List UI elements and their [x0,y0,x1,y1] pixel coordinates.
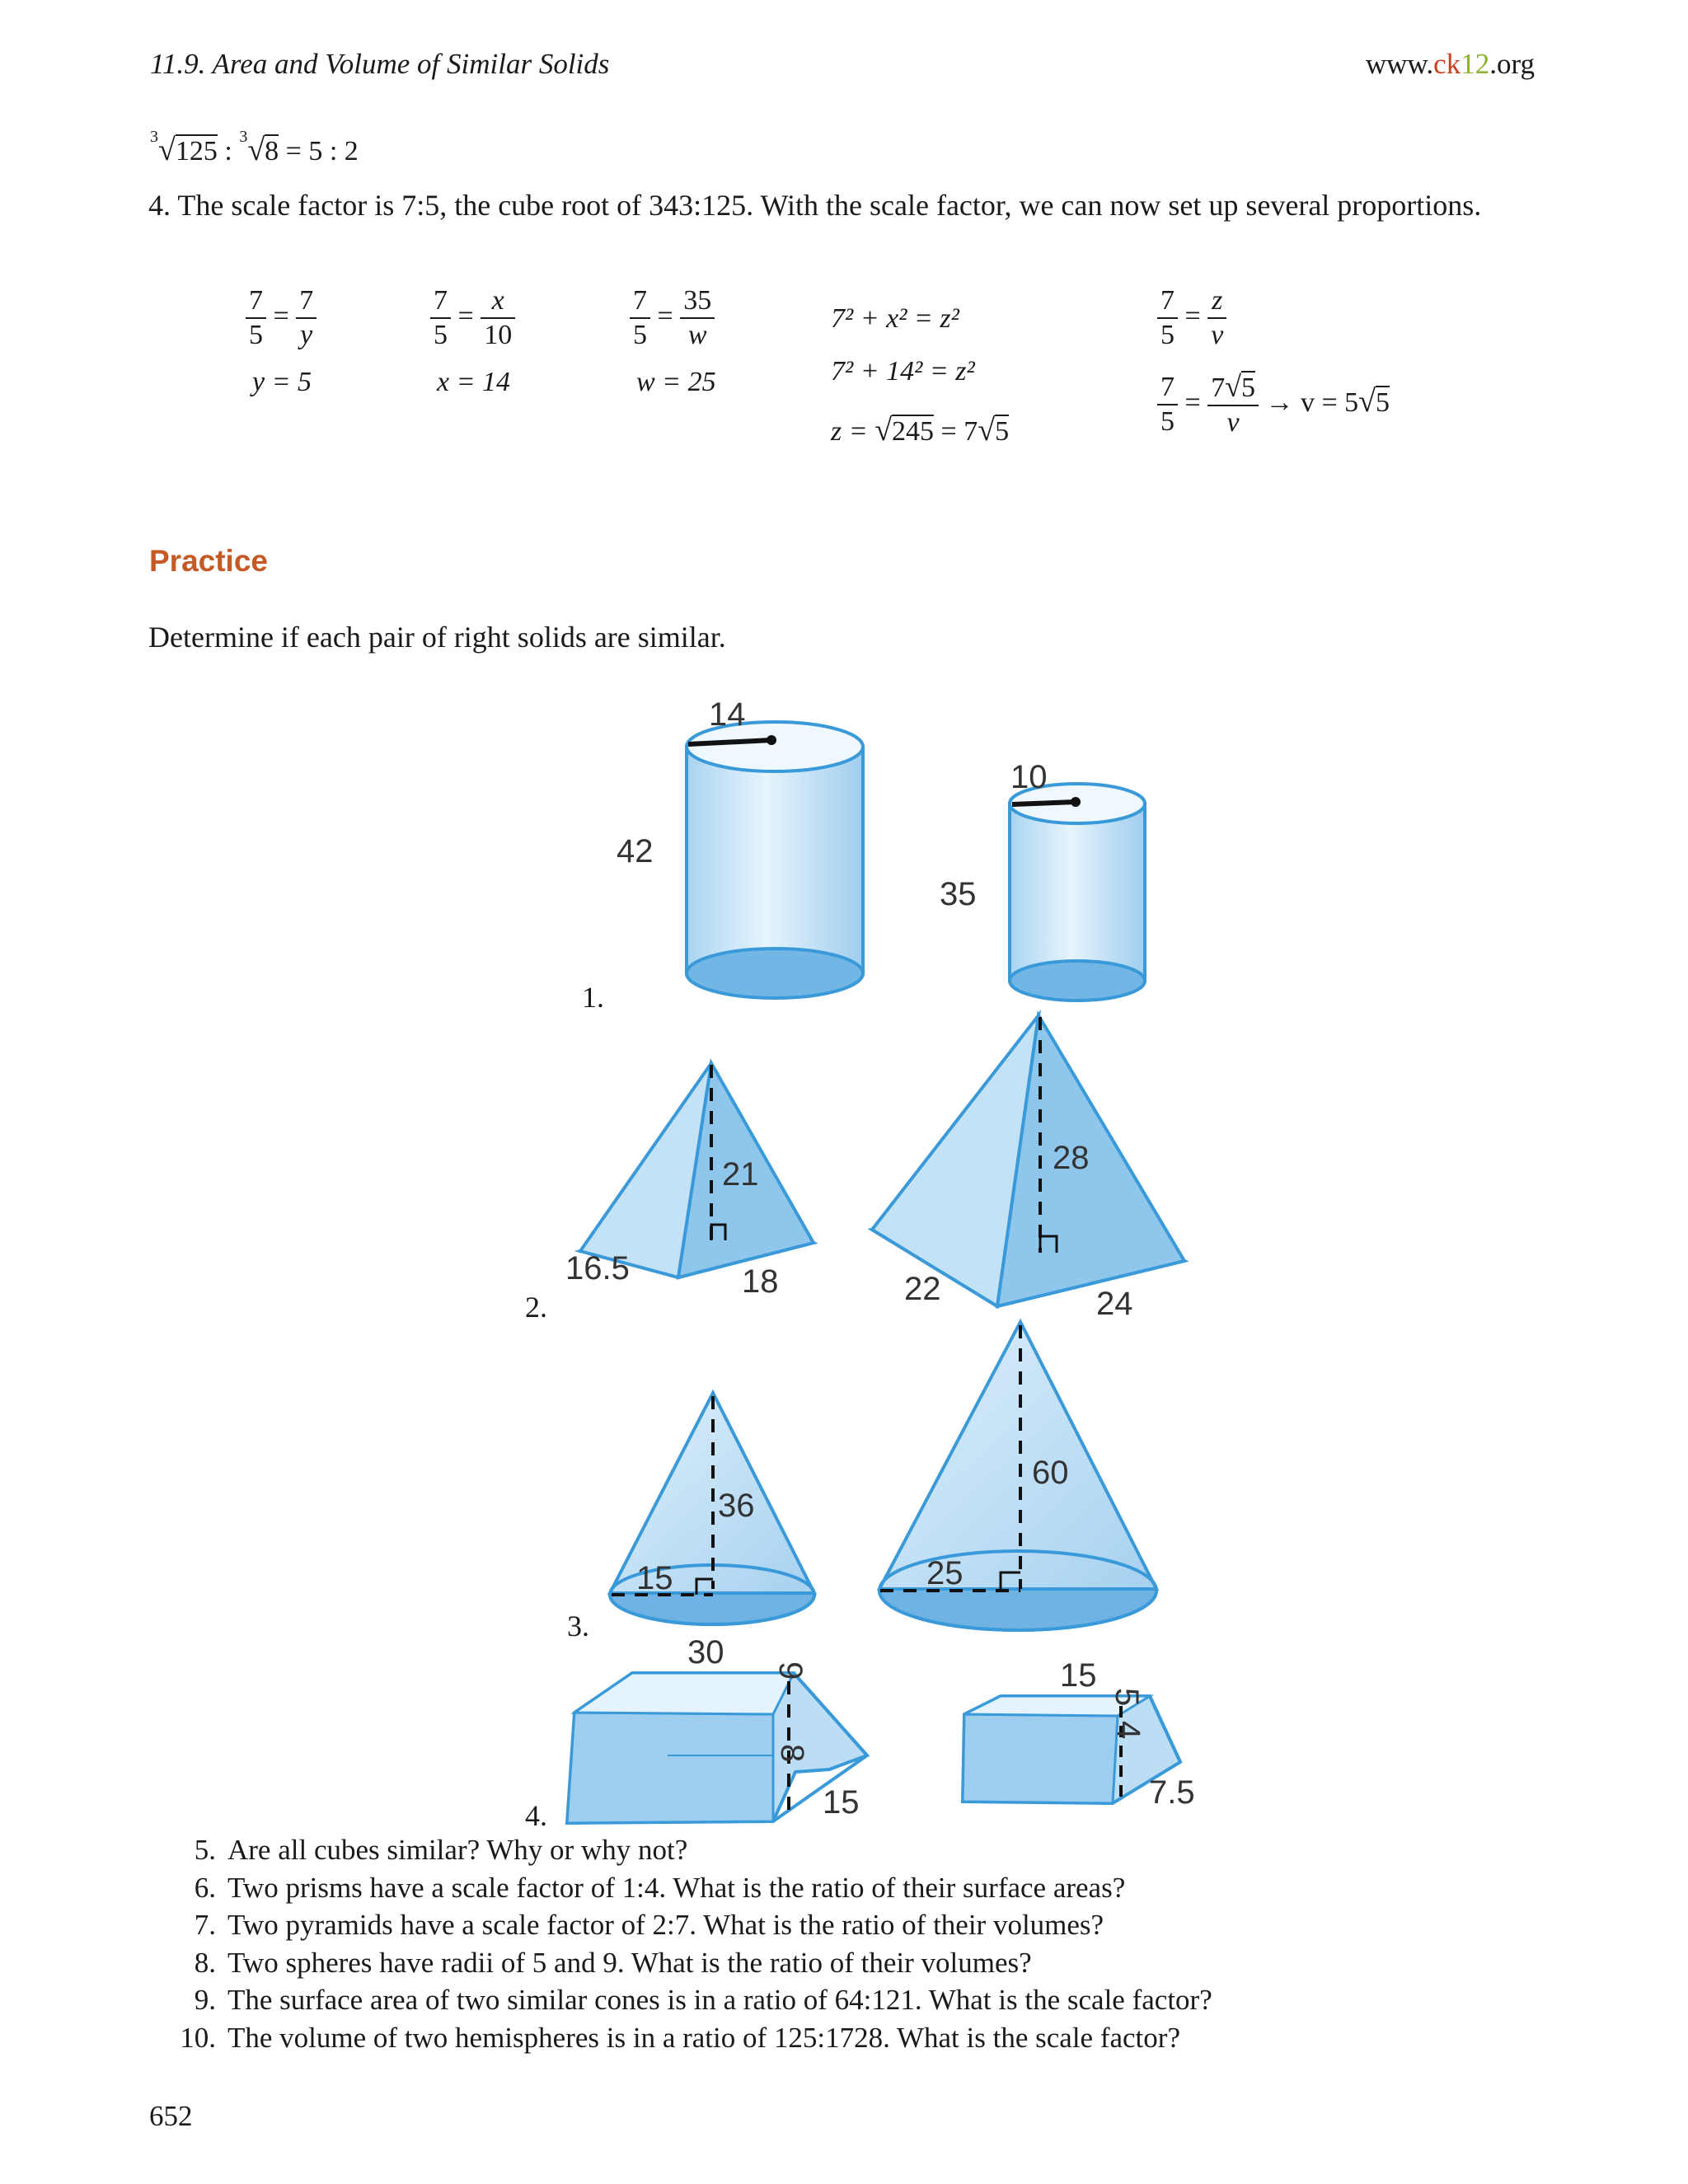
prism-large-depth: 15 [823,1784,860,1821]
p5-d3: v [1226,407,1240,438]
cone-large-radius: 25 [926,1555,964,1591]
p3-n1: 7 [630,284,650,319]
p2-n2: x [481,284,515,319]
figure-2 [525,1015,1184,1324]
page-number: 652 [149,2100,193,2132]
prism-large-height: 8 [774,1744,810,1763]
practice-heading: Practice [149,544,268,578]
question-9 [148,1981,1212,2019]
question-number: 10. [180,2021,216,2054]
p5-d1: 5 [1160,320,1175,350]
p3-answer: w = 25 [636,367,716,397]
p5-rad: 5 [1376,387,1390,418]
question-number: 9. [194,1984,216,2016]
prism-small-height: 4 [1110,1721,1146,1740]
site-suffix: .org [1489,48,1535,80]
figure-1-number: 1. [582,981,604,1014]
pyramid-small-height: 21 [722,1156,759,1193]
figure-2-number: 2. [525,1291,547,1324]
prism-large-side: 9 [772,1661,809,1680]
prism-small [963,1657,1195,1811]
pyramid-large-height: 28 [1053,1140,1090,1176]
question-8 [148,1944,1212,1982]
p5-line2: $\frac{7}{5}$ = $\frac{7√5}{v}$ → v = 5√5 [1157,370,1390,439]
p5-n2: z [1207,284,1226,319]
cone-large-height: 60 [1032,1455,1069,1491]
cube-root-equation: $^3$√125 : $^3$√8 = 5 : 2 [150,127,359,167]
prism-small-depth: 7.5 [1149,1774,1195,1811]
figure-3-number: 3. [567,1610,589,1643]
cone-small-height: 36 [718,1488,755,1524]
p4-radicand: 245 [892,416,935,447]
p3-d1: 5 [633,320,647,350]
p1-d2: y [300,320,313,350]
p1-answer: y = 5 [252,367,312,397]
root-index-b: 3 [239,127,248,146]
p5-n3-rad: 5 [1240,373,1255,403]
cone-large [879,1322,1156,1630]
figure-4 [525,1634,1195,1832]
p3-n2: 35 [680,284,715,319]
cylinder-large [617,696,863,998]
site-ck: ck [1433,48,1461,80]
figure-3 [567,1322,1156,1643]
pyramid-small-side1: 16.5 [565,1250,630,1286]
p5-n1: 7 [1157,284,1178,319]
solution-4-text: 4. The scale factor is 7:5, the cube root of 343:125. With the scale factor, we can now set up several proportions. [148,189,1482,222]
p1-n2: 7 [296,284,316,319]
question-text: Two pyramids have a scale factor of 2:7. What is the ratio of their volumes? [227,1909,1104,1941]
pyramid-large-side2: 24 [1096,1286,1133,1322]
proportion-5: $\frac{7}{5}$ = $\frac{z}{v}$ $\frac{7}{5}$ = $\frac{7√5}{v}$ → v = 5√5 [1157,284,1390,439]
cylinder-large-radius: 14 [709,696,746,733]
figure-1 [582,696,1145,1014]
p5-n1b: 7 [1157,371,1178,405]
figure-4-number: 4. [525,1799,547,1832]
p2-answer: x = 14 [437,367,511,397]
proportion-1: $\frac{7}{5}$ = $\frac{7}{y}$ y = 5 [246,284,316,398]
pyramid-large [872,1015,1184,1322]
question-text: Two spheres have radii of 5 and 9. What is the ratio of their volumes? [227,1946,1032,1979]
prism-large [567,1634,867,1823]
p4-line3-pre: z = [831,416,875,447]
prism-large-top: 30 [687,1634,724,1671]
question-text: Two prisms have a scale factor of 1:4. What is the ratio of their surface areas? [227,1871,1126,1904]
cylinder-small-radius: 10 [1010,759,1048,795]
p5-d1b: 5 [1160,406,1175,437]
p4-line3: z = √245 = 7√5 [831,413,1010,448]
cylinder-small [940,759,1145,1001]
question-number: 8. [194,1946,216,1979]
p2-d1: 5 [434,320,448,350]
p4-line2: 7² + 14² = z² [831,356,975,387]
root-index-a: 3 [150,127,158,146]
cylinder-small-height: 35 [940,876,977,912]
site-num: 12 [1461,48,1490,80]
site-prefix: www. [1365,48,1434,80]
root-result: = 5 : 2 [285,136,359,166]
p1-n1: 7 [246,284,266,319]
question-7 [148,1906,1212,1944]
p4-line1: 7² + x² = z² [831,303,959,334]
p3-d2: w [687,320,707,350]
p2-n1: 7 [430,284,451,319]
question-text: Are all cubes similar? Why or why not? [227,1834,688,1866]
question-text: The surface area of two similar cones is in a ratio of 64:121. What is the scale factor? [227,1984,1212,2016]
radicand-b: 8 [265,136,279,166]
cone-small [610,1393,814,1624]
question-number: 5. [194,1834,216,1866]
p5-n3-coef: 7 [1211,373,1226,403]
pyramid-small-side2: 18 [742,1263,779,1300]
question-number: 7. [194,1909,216,1941]
prism-small-side: 5 [1109,1688,1145,1707]
proportion-3: $\frac{7}{5}$ = $\frac{35}{w}$ w = 25 [630,284,716,398]
prism-small-top: 15 [1060,1657,1097,1694]
p2-d2: 10 [484,320,513,350]
section-title: 11.9. Area and Volume of Similar Solids [150,48,610,80]
pyramid-small [565,1063,814,1300]
cylinder-large-height: 42 [617,833,654,869]
radicand-a: 125 [175,136,218,166]
p5-n3: 7√5 [1207,370,1259,406]
question-number: 6. [194,1871,216,1904]
question-5 [148,1831,1212,1869]
p5-d2: v [1211,320,1224,350]
p5-arrow: → v = 5 [1265,387,1359,418]
question-text: The volume of two hemispheres is in a ratio of 125:1728. What is the scale factor? [227,2021,1180,2054]
question-6 [148,1869,1212,1907]
cone-small-radius: 15 [636,1560,673,1596]
proportion-2: $\frac{7}{5}$ = $\frac{x}{10}$ x = 14 [430,284,515,398]
practice-intro: Determine if each pair of right solids are similar. [148,621,726,654]
p4-line3-mid: = 7 [934,416,978,447]
practice-questions [148,1831,1212,2056]
question-10 [148,2019,1212,2057]
p4-radicand2: 5 [995,416,1010,447]
p1-d1: 5 [249,320,263,350]
pyramid-large-side1: 22 [904,1271,941,1307]
